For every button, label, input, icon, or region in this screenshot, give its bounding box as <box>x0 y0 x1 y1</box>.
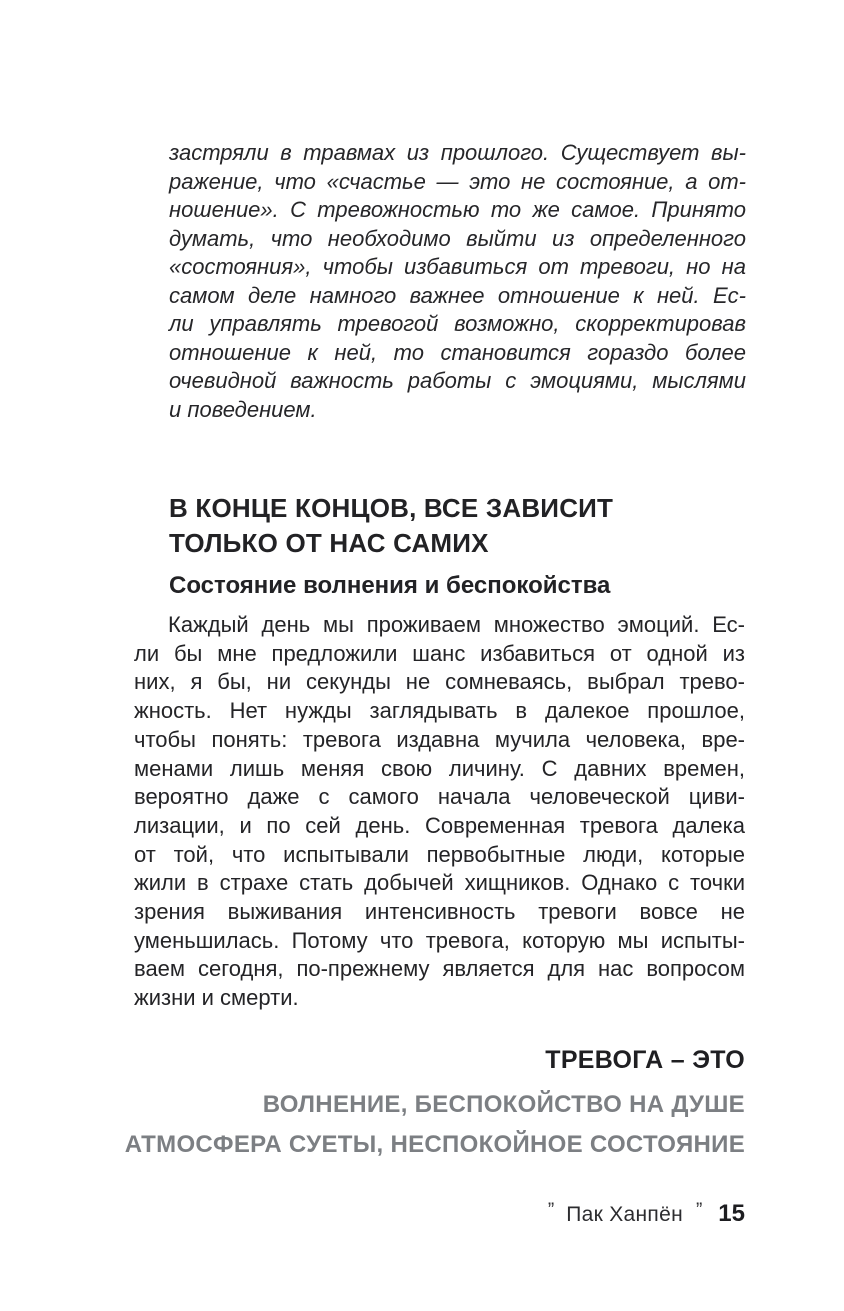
section-heading <box>169 491 769 561</box>
author-name: Пак Ханпён <box>566 1203 683 1226</box>
text-line: лизации, и по сей день. Современная тревога далека <box>134 812 745 838</box>
text-line: чтобы понять: тревога издавна мучила человека, вре- <box>134 726 745 752</box>
quote-mark-icon: ” <box>695 1200 702 1221</box>
text-line: ваем сегодня, по-прежнему является для нас вопросом <box>134 956 745 982</box>
text-line: отношение к ней, то становится гораздо более <box>169 339 746 365</box>
text-line: них, я бы, ни секунды не сомневаясь, выбрал трево- <box>134 669 745 695</box>
quote-paragraph <box>169 139 746 424</box>
definition-term: ТРЕВОГА – ЭТО <box>545 1046 745 1074</box>
text-line: и поведением. <box>169 396 317 422</box>
text-line: от той, что испытывали первобытные люди, которые <box>134 841 745 867</box>
text-line: «состояния», чтобы избавиться от тревоги, но на <box>169 254 746 279</box>
text-line: ВОЛНЕНИЕ, БЕСПОКОЙСТВО НА ДУШЕ <box>262 1091 745 1118</box>
text-line: думать, что необходимо выйти из определенного <box>169 225 746 251</box>
body-paragraph <box>134 611 745 1013</box>
text-line: В КОНЦЕ КОНЦОВ, ВСЕ ЗАВИСИТ <box>169 493 614 523</box>
text-line: ражение, что «счастье — это не состояние, а от- <box>169 168 746 194</box>
text-line: ношение». С тревожностью то же самое. Принято <box>169 197 746 222</box>
definition-meaning <box>34 1085 745 1165</box>
text-line: самом деле намного важнее отношение к ней. Ес- <box>169 282 746 308</box>
page-number: 15 <box>718 1200 745 1227</box>
text-line: жили в страхе стать добычей хищников. Однако с точки <box>134 870 745 896</box>
quote-mark-icon: ” <box>547 1200 554 1221</box>
text-line: жность. Нет нужды заглядывать в далекое прошлое, <box>134 698 745 724</box>
text-line: ТОЛЬКО ОТ НАС САМИХ <box>169 528 489 558</box>
subheading: Состояние волнения и беспокойства <box>169 572 611 599</box>
text-line: очевидной важность работы с эмоциями, мыслями <box>169 368 746 393</box>
page-footer <box>134 1200 745 1228</box>
text-line: застряли в травмах из прошлого. Существует вы- <box>169 140 746 165</box>
text-line: зрения выживания интенсивность тревоги вовсе не <box>134 899 745 925</box>
text-line: жизни и смерти. <box>134 985 299 1011</box>
text-line: ли бы мне предложили шанс избавиться от одной из <box>134 640 745 666</box>
text-line: ли управлять тревогой возможно, скорректировав <box>169 311 746 336</box>
text-line: Каждый день мы проживаем множество эмоций. Ес- <box>168 612 745 637</box>
text-line: менами лишь меняя свою личину. С давних времен, <box>134 755 745 781</box>
text-line: АТМОСФЕРА СУЕТЫ, НЕСПОКОЙНОЕ СОСТОЯНИЕ <box>124 1131 745 1158</box>
text-line: уменьшилась. Потому что тревога, которую мы испыты- <box>134 927 745 953</box>
text-line: вероятно даже с самого начала человеческой циви- <box>134 784 745 810</box>
